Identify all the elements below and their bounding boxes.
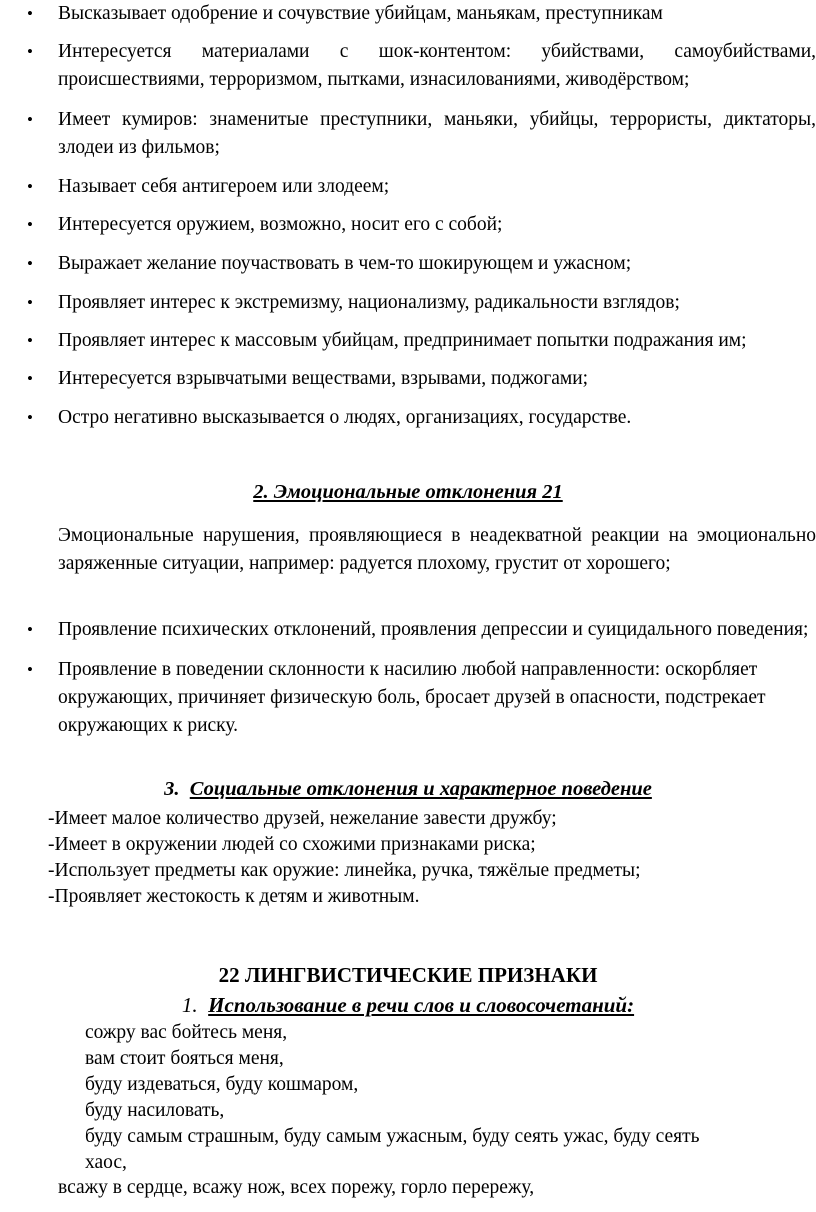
section-3-list xyxy=(48,806,808,910)
list-item: -Имеет в окружении людей со схожими признаками риска; xyxy=(48,834,536,855)
phrase-line: хаос, xyxy=(85,1152,127,1173)
list-item-text: Проявляет интерес к массовым убийцам, предпринимает попытки подражания им; xyxy=(58,330,747,351)
bullet-icon: • xyxy=(27,4,33,23)
bullet-icon: • xyxy=(27,331,33,350)
signs-list xyxy=(0,0,816,432)
list-item xyxy=(0,0,816,28)
bullet-icon: • xyxy=(27,215,33,234)
section-2-heading: 2. Эмоциональные отклонения 21 xyxy=(253,481,563,503)
list-item-text: Проявляет интерес к экстремизму, национализму, радикальности взглядов; xyxy=(58,292,680,313)
list-item: -Проявляет жестокость к детям и животным. xyxy=(48,886,420,907)
section-22-title: 22 ЛИНГВИСТИЧЕСКИЕ ПРИЗНАКИ xyxy=(218,963,598,987)
list-item-text: Выражает желание поучаствовать в чем-то шокирующем и ужасном; xyxy=(58,253,632,274)
phrase-line: буду издеваться, буду кошмаром, xyxy=(85,1074,359,1095)
bullet-icon: • xyxy=(27,408,33,427)
list-item xyxy=(0,656,816,740)
section-2-list xyxy=(0,616,816,740)
list-item xyxy=(0,106,816,162)
bullet-icon: • xyxy=(27,293,33,312)
list-item xyxy=(0,173,816,201)
list-item xyxy=(0,327,816,355)
bullet-icon: • xyxy=(27,177,33,196)
list-item-text: Имеет кумиров: знаменитые преступники, маньяки, убийцы, террористы, диктаторы, злодеи из фильмов; xyxy=(58,109,816,158)
subheading-number: 1. xyxy=(181,993,198,1017)
list-item-text: Интересуется взрывчатыми веществами, взрывами, поджогами; xyxy=(58,368,589,389)
subheading-title: Использование в речи слов и словосочетаний: xyxy=(208,993,635,1017)
list-item-text: Проявление психических отклонений, проявления депрессии и суицидального поведения; xyxy=(58,619,809,640)
bullet-icon: • xyxy=(27,369,33,388)
list-item xyxy=(0,211,816,239)
list-item xyxy=(0,38,816,94)
section-3-number: 3. xyxy=(164,778,180,800)
section-3-heading xyxy=(0,778,816,801)
list-item xyxy=(0,404,816,432)
section-2-intro: Эмоциональные нарушения, проявляющиеся в неадекватной реакции на эмоционально заряженные ситуации, например: радуется плохому, грустит от хорошего; xyxy=(58,525,816,574)
list-item xyxy=(0,250,816,278)
section-3-title: Социальные отклонения и характерное поведение xyxy=(189,778,652,800)
phrase-last-line: всажу в сердце, всажу нож, всех порежу, горло перережу, xyxy=(58,1177,535,1198)
bullet-icon: • xyxy=(27,254,33,273)
bullet-icon: • xyxy=(27,660,33,679)
list-item-text: Интересуется материалами с шок-контентом: убийствами, самоубийствами, происшествиями, терроризмом, пытками, изнасилованиями, живодёрством; xyxy=(58,41,816,90)
phrase-line: сожру вас бойтесь меня, xyxy=(85,1022,288,1043)
bullet-icon: • xyxy=(27,42,33,61)
list-item xyxy=(0,365,816,393)
list-item xyxy=(0,289,816,317)
list-item xyxy=(0,616,816,644)
bullet-icon: • xyxy=(27,620,33,639)
bullet-icon: • xyxy=(27,110,33,129)
list-item-text: Проявление в поведении склонности к насилию любой направленности: оскорбляет окружающих, причиняет физическую боль, бросает друзей в опасности, подстрекает окружающих к риску. xyxy=(58,659,766,736)
section-22-subheading xyxy=(0,993,816,1018)
list-item: -Использует предметы как оружие: линейка, ручка, тяжёлые предметы; xyxy=(48,860,641,881)
list-item-text: Высказывает одобрение и сочувствие убийцам, маньякам, преступникам xyxy=(58,3,663,24)
list-item-text: Называет себя антигероем или злодеем; xyxy=(58,176,390,197)
list-item-text: Остро негативно высказывается о людях, организациях, государстве. xyxy=(58,407,632,428)
phrase-line: буду самым страшным, буду самым ужасным, буду сеять ужас, буду сеять xyxy=(85,1126,700,1147)
phrases-list xyxy=(85,1020,785,1176)
phrase-line: буду насиловать, xyxy=(85,1100,225,1121)
list-item: -Имеет малое количество друзей, нежелание завести дружбу; xyxy=(48,808,557,829)
list-item-text: Интересуется оружием, возможно, носит его с собой; xyxy=(58,214,503,235)
phrase-line: вам стоит бояться меня, xyxy=(85,1048,284,1069)
